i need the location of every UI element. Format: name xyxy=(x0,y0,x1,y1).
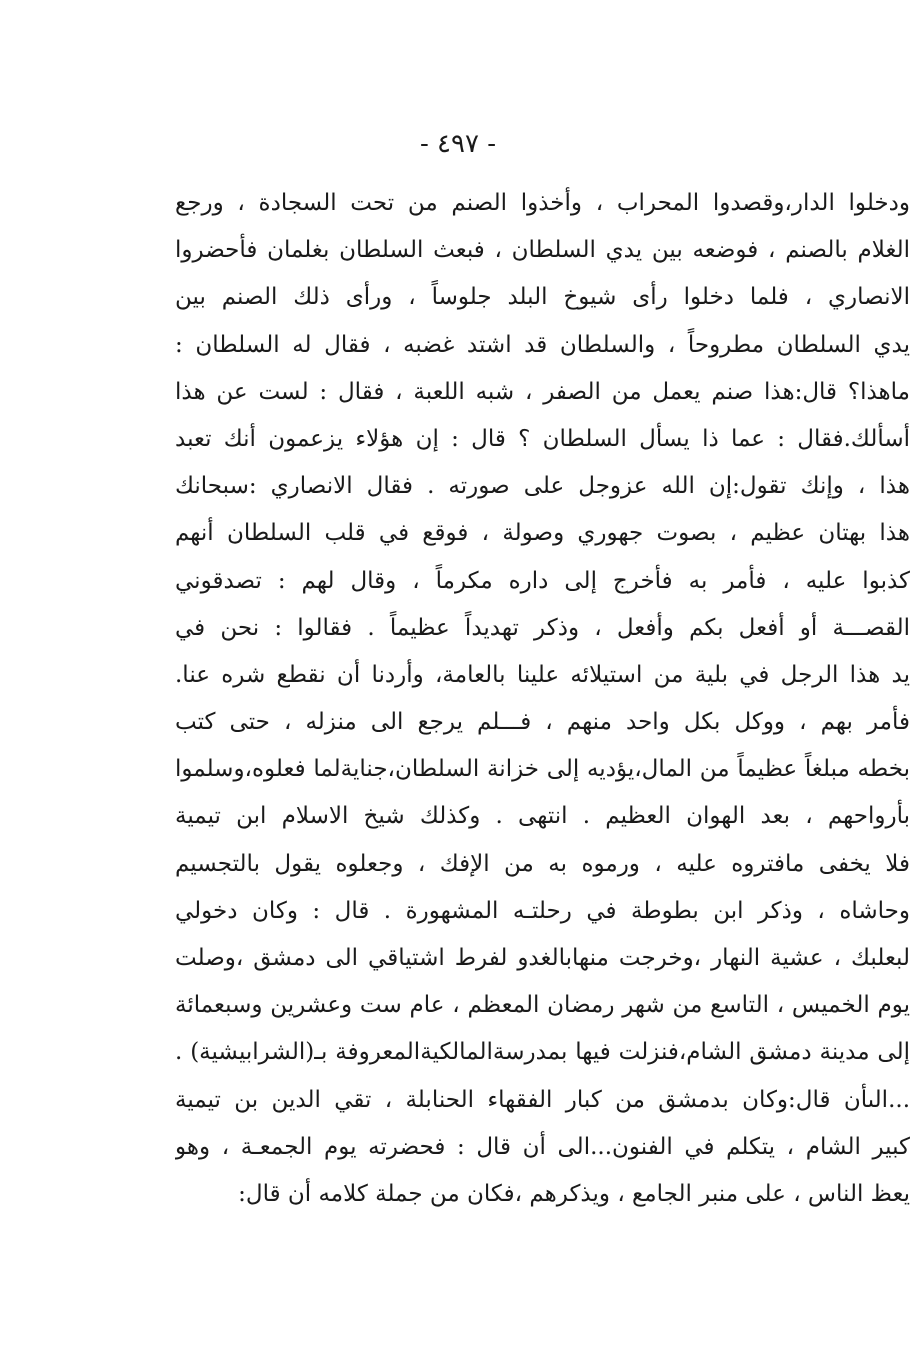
text-line: إلى مدينة دمشق الشام،فنزلت فيها بمدرسةالمالكيةالمعروفة بـ(الشرابيشية) . xyxy=(175,1039,910,1066)
page-number: - ٤٩٧ - xyxy=(419,129,497,159)
text-line: فأمر بهم ، ووكل بكل واحد منهم ، فـــلم يرجع الى منزله ، حتى كتب xyxy=(175,709,910,736)
text-line: الغلام بالصنم ، فوضعه بين يدي السلطان ، فبعث السلطان بغلمان فأحضروا xyxy=(175,237,910,264)
text-line: كبير الشام ، يتكلم في الفنون...الى أن قال : فحضرته يوم الجمعـة ، وهو xyxy=(175,1133,910,1160)
text-line: يوم الخميس ، التاسع من شهر رمضان المعظم ، عام ست وعشرين وسبعمائة xyxy=(175,992,910,1019)
text-line: هذا بهتان عظيم ، بصوت جهوري وصولة ، فوقع في قلب السلطان أنهم xyxy=(175,520,910,547)
text-line: هذا ، وإنك تقول:إن الله عزوجل على صورته . فقال الانصاري :سبحانك xyxy=(175,473,910,500)
text-line: لبعلبك ، عشية النهار ،وخرجت منهابالغدو لفرط اشتياقي الى دمشق ،وصلت xyxy=(175,945,910,971)
text-line: يدي السلطان مطروحاً ، والسلطان قد اشتد غضبه ، فقال له السلطان : xyxy=(175,331,910,358)
text-line: بخطه مبلغاً عظيماً من المال،يؤديه إلى خزانة السلطان،جنايةلما فعلوه،وسلموا xyxy=(175,756,910,783)
text-line: فلا يخفى مافتروه عليه ، ورموه به من الإفك ، وجعلوه يقول بالتجسيم xyxy=(175,850,910,877)
text-line: يد هذا الرجل في بلية من استيلائه علينا بالعامة، وأردنا أن نقطع شره عنا. xyxy=(175,661,910,688)
body-text xyxy=(175,180,910,1218)
text-line: ودخلوا الدار،وقصدوا المحراب ، وأخذوا الصنم من تحت السجادة ، ورجع xyxy=(175,190,910,216)
text-line: ماهذا؟ قال:هذا صنم يعمل من الصفر ، شبه اللعبة ، فقال : لست عن هذا xyxy=(175,378,910,405)
text-line: وحاشاه ، وذكر ابن بطوطة في رحلتـه المشهورة . قال : وكان دخولي xyxy=(175,897,910,924)
text-line: يعظ الناس ، على منبر الجامع ، ويذكرهم ،فكان من جملة كلامه أن قال: xyxy=(238,1180,910,1207)
text-line: ...الىأن قال:وكان بدمشق من كبار الفقهاء الحنابلة ، تقي الدين بن تيمية xyxy=(175,1086,910,1113)
text-line: القصـــة أو أفعل بكم وأفعل ، وذكر تهديداً عظيماً . فقالوا : نحن في xyxy=(175,614,910,641)
text-line: كذبوا عليه ، فأمر به فأخرج إلى داره مكرماً ، وقال لهم : تصدقوني xyxy=(175,567,910,594)
text-line: الانصاري ، فلما دخلوا رأى شيوخ البلد جلوساً ، ورأى ذلك الصنم بين xyxy=(175,284,910,311)
text-line: أسألك.فقال : عما ذا يسأل السلطان ؟ قال : إن هؤلاء يزعمون أنك تعبد xyxy=(175,425,910,452)
text-line: بأرواحهم ، بعد الهوان العظيم . انتهى . وكذلك شيخ الاسلام ابن تيمية xyxy=(175,803,910,830)
